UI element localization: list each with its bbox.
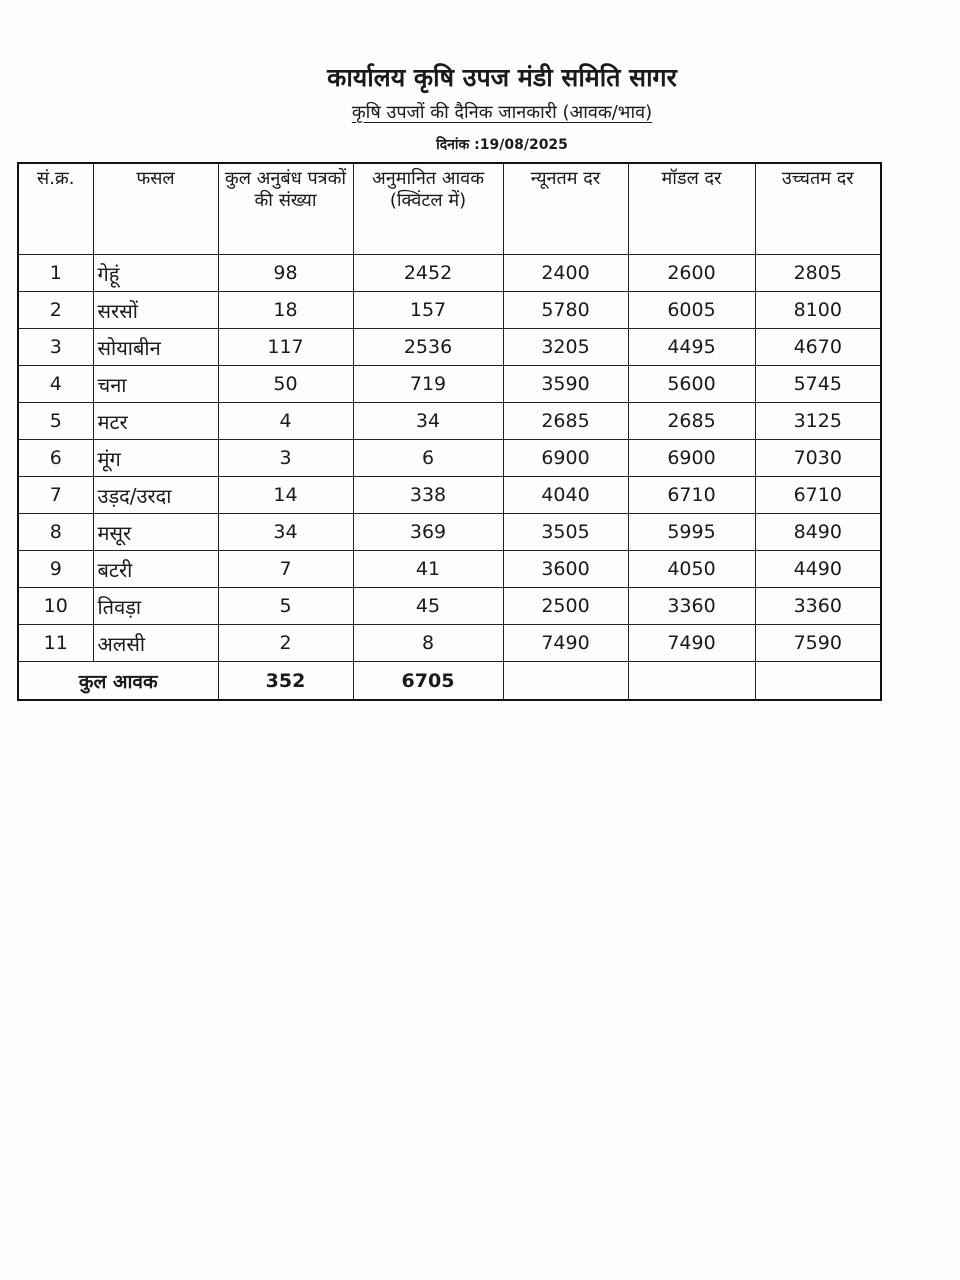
total-contracts: 352 (218, 662, 353, 701)
cell-sno: 6 (18, 440, 93, 477)
total-empty-modal (628, 662, 755, 701)
cell-max-rate: 6710 (755, 477, 881, 514)
cell-arrival: 369 (353, 514, 503, 551)
table-header-row (18, 163, 881, 255)
cell-arrival: 34 (353, 403, 503, 440)
cell-max-rate: 7590 (755, 625, 881, 662)
cell-min-rate: 2685 (503, 403, 628, 440)
cell-arrival: 8 (353, 625, 503, 662)
cell-modal-rate: 5995 (628, 514, 755, 551)
cell-min-rate: 6900 (503, 440, 628, 477)
cell-contracts: 2 (218, 625, 353, 662)
cell-min-rate: 2400 (503, 255, 628, 292)
cell-arrival: 157 (353, 292, 503, 329)
cell-sno: 4 (18, 366, 93, 403)
cell-contracts: 34 (218, 514, 353, 551)
cell-contracts: 117 (218, 329, 353, 366)
cell-contracts: 5 (218, 588, 353, 625)
cell-min-rate: 3205 (503, 329, 628, 366)
cell-modal-rate: 5600 (628, 366, 755, 403)
table-row (18, 625, 881, 662)
cell-crop: गेहूं (93, 255, 218, 292)
col-header-max-rate: उच्चतम दर (755, 163, 881, 255)
cell-crop: चना (93, 366, 218, 403)
total-arrival: 6705 (353, 662, 503, 701)
cell-contracts: 98 (218, 255, 353, 292)
cell-max-rate: 4490 (755, 551, 881, 588)
cell-arrival: 41 (353, 551, 503, 588)
total-empty-max (755, 662, 881, 701)
cell-modal-rate: 3360 (628, 588, 755, 625)
cell-min-rate: 4040 (503, 477, 628, 514)
subtitle-text: कृषि उपजों की दैनिक जानकारी (आवक/भाव) (351, 102, 653, 123)
cell-crop: मसूर (93, 514, 218, 551)
cell-crop: तिवड़ा (93, 588, 218, 625)
cell-modal-rate: 6900 (628, 440, 755, 477)
cell-sno: 9 (18, 551, 93, 588)
cell-modal-rate: 7490 (628, 625, 755, 662)
cell-arrival: 2452 (353, 255, 503, 292)
report-date: दिनांक :19/08/2025 (436, 137, 568, 153)
cell-modal-rate: 6710 (628, 477, 755, 514)
total-empty-min (503, 662, 628, 701)
page-subtitle (22, 100, 960, 124)
cell-crop: बटरी (93, 551, 218, 588)
cell-crop: उड़द/उरदा (93, 477, 218, 514)
cell-modal-rate: 4495 (628, 329, 755, 366)
col-header-min-rate: न्यूनतम दर (503, 163, 628, 255)
table-row (18, 329, 881, 366)
col-header-crop: फसल (93, 163, 218, 255)
cell-sno: 10 (18, 588, 93, 625)
cell-max-rate: 2805 (755, 255, 881, 292)
cell-max-rate: 8490 (755, 514, 881, 551)
col-header-contracts: कुल अनुबंध पत्रकों की संख्या (218, 163, 353, 255)
cell-sno: 3 (18, 329, 93, 366)
cell-sno: 2 (18, 292, 93, 329)
total-label: कुल आवक (18, 662, 218, 701)
col-header-sno: सं.क्र. (18, 163, 93, 255)
cell-max-rate: 4670 (755, 329, 881, 366)
cell-crop: मूंग (93, 440, 218, 477)
cell-modal-rate: 4050 (628, 551, 755, 588)
table-row (18, 551, 881, 588)
cell-arrival: 2536 (353, 329, 503, 366)
cell-sno: 7 (18, 477, 93, 514)
cell-contracts: 7 (218, 551, 353, 588)
cell-sno: 1 (18, 255, 93, 292)
table-row (18, 514, 881, 551)
table-row (18, 588, 881, 625)
cell-max-rate: 5745 (755, 366, 881, 403)
cell-modal-rate: 2685 (628, 403, 755, 440)
cell-sno: 8 (18, 514, 93, 551)
cell-arrival: 719 (353, 366, 503, 403)
table-row (18, 477, 881, 514)
cell-arrival: 338 (353, 477, 503, 514)
cell-contracts: 18 (218, 292, 353, 329)
cell-crop: अलसी (93, 625, 218, 662)
table-row (18, 255, 881, 292)
cell-min-rate: 2500 (503, 588, 628, 625)
cell-crop: मटर (93, 403, 218, 440)
cell-crop: सरसों (93, 292, 218, 329)
cell-min-rate: 5780 (503, 292, 628, 329)
cell-contracts: 50 (218, 366, 353, 403)
cell-crop: सोयाबीन (93, 329, 218, 366)
cell-modal-rate: 2600 (628, 255, 755, 292)
cell-modal-rate: 6005 (628, 292, 755, 329)
mandi-rates-table (17, 162, 882, 701)
total-row (18, 662, 881, 701)
cell-max-rate: 8100 (755, 292, 881, 329)
cell-arrival: 45 (353, 588, 503, 625)
cell-min-rate: 7490 (503, 625, 628, 662)
col-header-arrival: अनुमानित आवक (क्विंटल में) (353, 163, 503, 255)
table-row (18, 292, 881, 329)
col-header-modal-rate: मॉडल दर (628, 163, 755, 255)
cell-sno: 11 (18, 625, 93, 662)
cell-contracts: 4 (218, 403, 353, 440)
table-row (18, 366, 881, 403)
cell-contracts: 3 (218, 440, 353, 477)
page-title: कार्यालय कृषि उपज मंडी समिति सागर (327, 63, 677, 92)
cell-max-rate: 3125 (755, 403, 881, 440)
table-row (18, 403, 881, 440)
cell-min-rate: 3505 (503, 514, 628, 551)
table-row (18, 440, 881, 477)
cell-arrival: 6 (353, 440, 503, 477)
cell-min-rate: 3600 (503, 551, 628, 588)
cell-min-rate: 3590 (503, 366, 628, 403)
cell-max-rate: 7030 (755, 440, 881, 477)
cell-max-rate: 3360 (755, 588, 881, 625)
cell-sno: 5 (18, 403, 93, 440)
cell-contracts: 14 (218, 477, 353, 514)
